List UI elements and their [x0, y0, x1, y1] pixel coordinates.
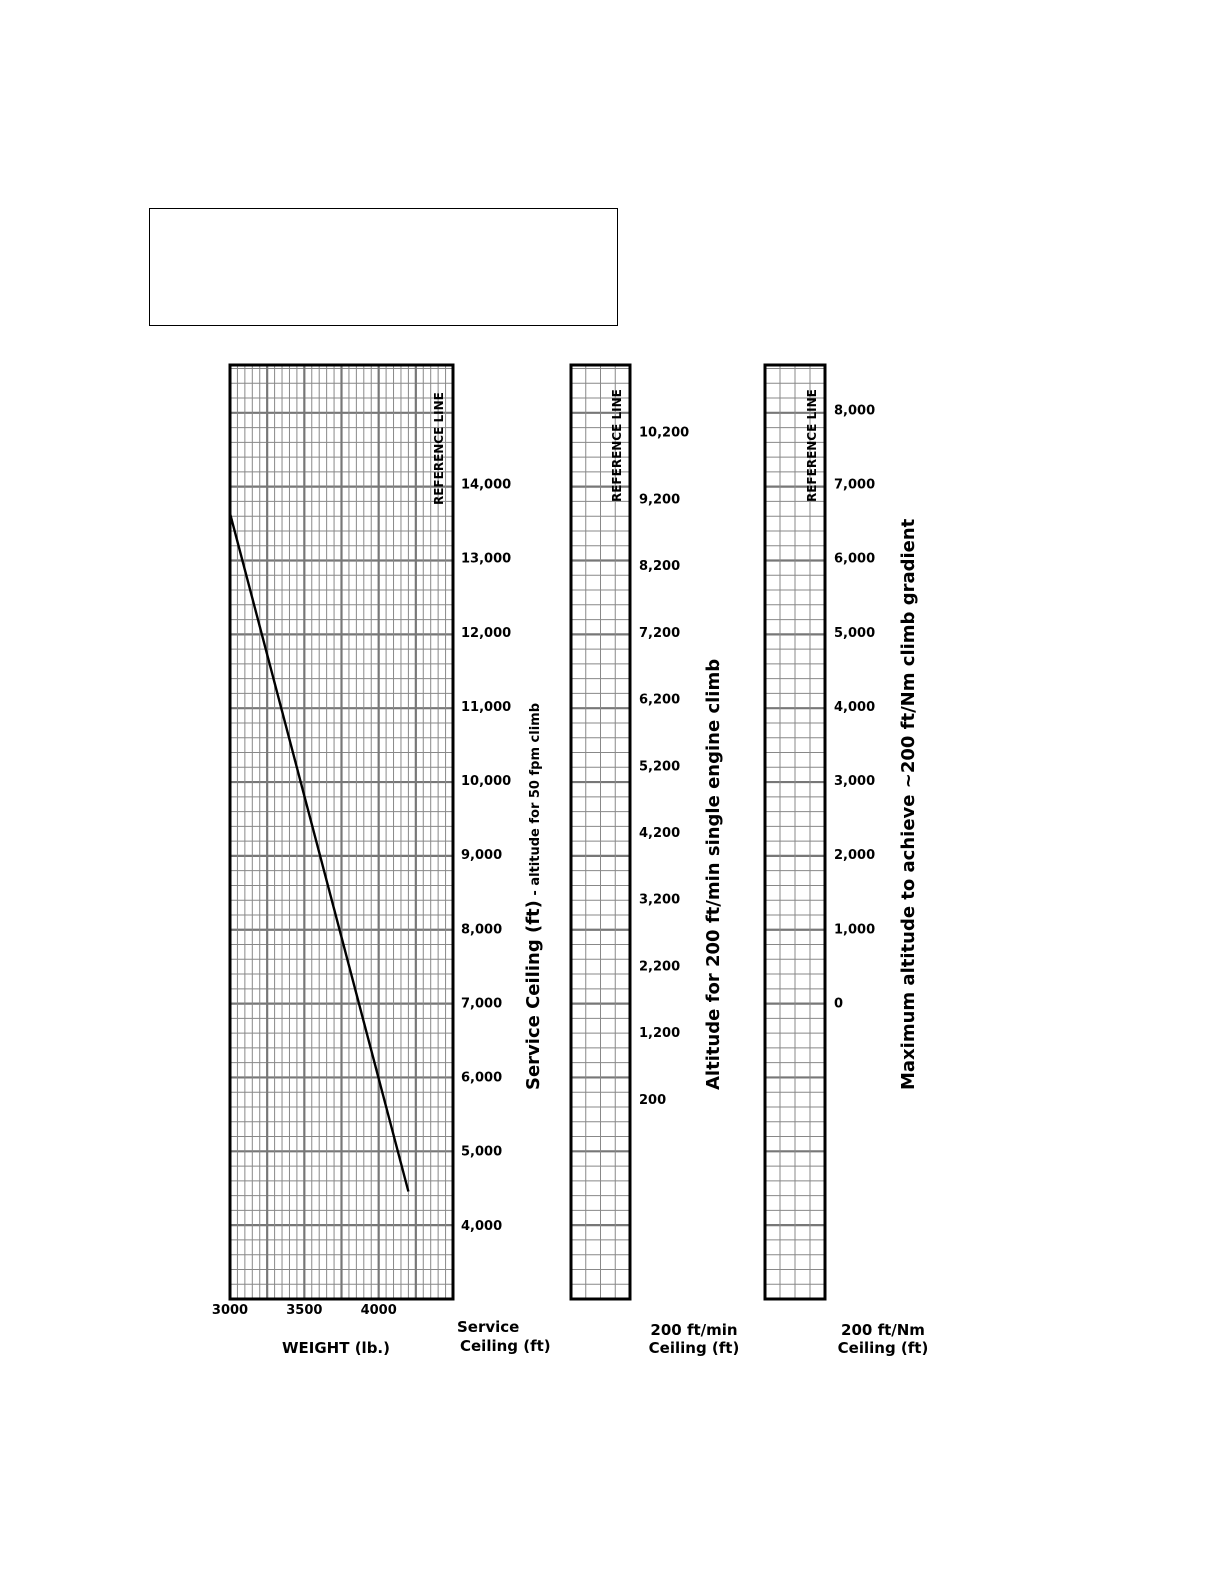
panel3-tick-label-3: 2,000 [834, 848, 876, 864]
panel2-tick-label-6: 5,200 [639, 759, 681, 775]
x-axis-title: WEIGHT (lb.) [282, 1339, 390, 1357]
panel3-tick-label-1: 0 [834, 996, 844, 1012]
panel2-rotated-label: Altitude for 200 ft/min single engine climb [703, 658, 724, 1090]
panel2-tick-label-3: 2,200 [639, 959, 681, 975]
grid-panel-1 [230, 365, 453, 1299]
y-tick-label-4: 7,000 [461, 996, 503, 1012]
reference-line-label-3: REFERENCE LINE [805, 389, 819, 502]
panel3-tick-label-8: 7,000 [834, 477, 876, 493]
panel3-tick-label-5: 4,000 [834, 699, 876, 715]
panel3-tick-label-9: 8,000 [834, 403, 876, 419]
y-tick-label-3: 6,000 [461, 1070, 503, 1086]
panel3-tick-label-2: 1,000 [834, 922, 876, 938]
y-axis-title-line-1: Service [457, 1318, 520, 1336]
y-axis-title-line-2: Ceiling (ft) [460, 1337, 551, 1355]
y-tick-label-11: 14,000 [461, 477, 512, 493]
y-tick-label-6: 9,000 [461, 848, 503, 864]
panel2-axis-title-line-1: 200 ft/min [650, 1321, 738, 1339]
y-tick-label-8: 11,000 [461, 699, 512, 715]
x-tick-label-3: 4000 [360, 1303, 397, 1318]
panel2-tick-label-10: 9,200 [639, 492, 681, 508]
y-tick-label-1: 4,000 [461, 1218, 503, 1234]
x-tick-label-2: 3500 [286, 1303, 323, 1318]
grid-panel-3 [765, 365, 825, 1299]
panel2-tick-label-4: 3,200 [639, 892, 681, 908]
y-tick-label-5: 8,000 [461, 922, 503, 938]
panel3-tick-label-7: 6,000 [834, 551, 876, 567]
panel3-axis-title-line-2: Ceiling (ft) [837, 1339, 929, 1357]
y-tick-label-9: 12,000 [461, 625, 512, 641]
panel2-axis-title-line-2: Ceiling (ft) [648, 1339, 740, 1357]
reference-line-label-1: REFERENCE LINE [432, 392, 446, 505]
reference-line-label-2: REFERENCE LINE [610, 389, 624, 502]
y-rotated-label-1 [523, 703, 544, 1090]
panel3-axis-title-line-1: 200 ft/Nm [841, 1321, 925, 1339]
grid-panel-2 [571, 365, 630, 1299]
panel3-rotated-label: Maximum altitude to achieve ~200 ft/Nm climb gradient [898, 518, 919, 1090]
y-tick-label-7: 10,000 [461, 774, 512, 790]
y-rotated-label-sub: - altitude for 50 fpm climb [528, 703, 543, 901]
y-tick-label-2: 5,000 [461, 1144, 503, 1160]
panel2-tick-label-5: 4,200 [639, 826, 681, 841]
panel2-tick-label-9: 8,200 [639, 559, 681, 575]
x-tick-label-1: 3000 [211, 1303, 249, 1318]
panel2-tick-label-8: 7,200 [639, 625, 681, 641]
panel2-tick-label-1: 200 [639, 1092, 667, 1108]
panel3-tick-label-4: 3,000 [834, 774, 876, 790]
y-rotated-label-main: Service Ceiling (ft) [523, 900, 544, 1090]
panel3-tick-label-6: 5,000 [834, 625, 876, 641]
panel2-tick-label-11: 10,200 [639, 425, 690, 441]
panel2-tick-label-2: 1,200 [639, 1026, 681, 1042]
panel2-tick-label-7: 6,200 [639, 692, 681, 708]
y-tick-label-10: 13,000 [461, 551, 512, 567]
